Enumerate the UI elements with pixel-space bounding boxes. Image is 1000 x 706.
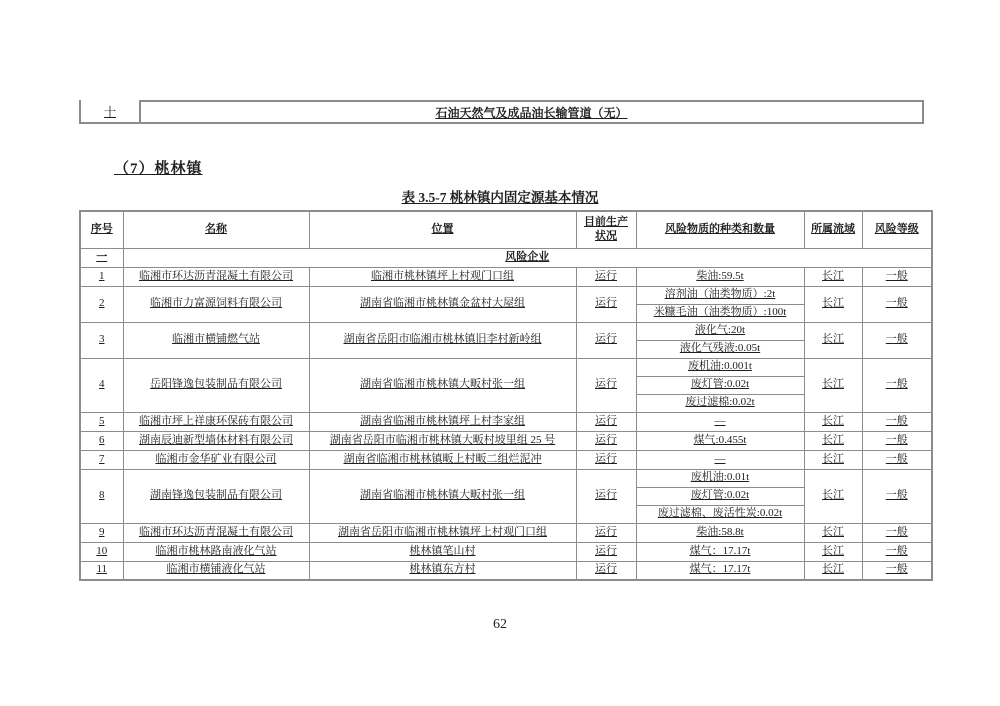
cell-basin: 长江 [804,358,862,412]
cell-status: 运行 [576,431,636,450]
table-row [80,322,932,340]
cell-level: 一般 [862,286,932,322]
table-row [80,267,932,286]
cell-level: 一般 [862,523,932,542]
cell-no: 11 [80,561,123,580]
table-row [80,542,932,561]
header-no: 序号 [80,211,123,248]
cell-basin: 长江 [804,431,862,450]
cell-location: 桃林镇笔山村 [309,542,576,561]
cell-substance: 废机油:0.001t [636,358,804,376]
cell-location: 湖南省临湘市桃林镇畈上村畈二组烂泥冲 [309,450,576,469]
cell-basin: 长江 [804,523,862,542]
cell-status: 运行 [576,561,636,580]
cell-substance: — [636,450,804,469]
header-status-line2: 状况 [595,229,617,242]
cell-location: 临湘市桃林镇坪上村观门口组 [309,267,576,286]
header-level: 风险等级 [862,211,932,248]
cell-name: 临湘市坪上祥康环保砖有限公司 [123,412,309,431]
header-basin: 所属流域 [804,211,862,248]
cell-no: 8 [80,469,123,523]
cell-location: 湖南省岳阳市临湘市桃林镇坪上村观门口组 [309,523,576,542]
cell-name: 临湘市环达沥青混凝土有限公司 [123,267,309,286]
cell-level: 一般 [862,431,932,450]
table-title: 表 3.5-7 桃林镇内固定源基本情况 [401,190,599,205]
cell-basin: 长江 [804,561,862,580]
cell-no: 7 [80,450,123,469]
cell-level: 一般 [862,358,932,412]
cell-level: 一般 [862,322,932,358]
cell-basin: 长江 [804,322,862,358]
fragment-index-cell: 十 [79,100,139,122]
category-label: 风险企业 [123,248,932,267]
cell-name: 湖南锋逸包装制品有限公司 [123,469,309,523]
cell-level: 一般 [862,469,932,523]
table-row [80,412,932,431]
cell-substance: 废灯管:0.02t [636,487,804,505]
cell-status: 运行 [576,523,636,542]
cell-substance: 液化气:20t [636,322,804,340]
table-row [80,358,932,376]
header-status-line1: 目前生产 [584,216,628,228]
cell-substance: 溶剂油（油类物质）:2t [636,286,804,304]
cell-name: 临湘市桃林路南液化气站 [123,542,309,561]
cell-level: 一般 [862,561,932,580]
cell-no: 1 [80,267,123,286]
fixed-sources-table [79,210,933,581]
table-row [80,286,932,304]
cell-basin: 长江 [804,542,862,561]
cell-name: 湖南辰迪新型墙体材料有限公司 [123,431,309,450]
header-name: 名称 [123,211,309,248]
cell-basin: 长江 [804,450,862,469]
cell-substance: 废过滤棉、废活性炭:0.02t [636,505,804,523]
cell-status: 运行 [576,267,636,286]
table-row [80,561,932,580]
cell-status: 运行 [576,358,636,412]
cell-substance: 米糠毛油（油类物质）:100t [636,304,804,322]
cell-name: 岳阳锋逸包装制品有限公司 [123,358,309,412]
cell-status: 运行 [576,450,636,469]
page-number: 62 [493,617,507,632]
header-status [576,211,636,248]
cell-basin: 长江 [804,469,862,523]
cell-location: 桃林镇东方村 [309,561,576,580]
cell-substance: 废机油:0.01t [636,469,804,487]
cell-name: 临湘市金华矿业有限公司 [123,450,309,469]
cell-basin: 长江 [804,267,862,286]
cell-level: 一般 [862,542,932,561]
table-row [80,469,932,487]
cell-name: 临湘市横铺液化气站 [123,561,309,580]
cell-substance: 柴油:59.5t [636,267,804,286]
cell-name: 临湘市力富源饲料有限公司 [123,286,309,322]
table-row [80,450,932,469]
cell-substance: 煤气：17.17t [636,542,804,561]
cell-level: 一般 [862,412,932,431]
cell-substance: 煤气:0.455t [636,431,804,450]
cell-no: 3 [80,322,123,358]
cell-location: 湖南省临湘市桃林镇大畈村张一组 [309,469,576,523]
cell-location: 湖南省临湘市桃林镇坪上村李家组 [309,412,576,431]
cell-no: 9 [80,523,123,542]
cell-level: 一般 [862,450,932,469]
cell-basin: 长江 [804,412,862,431]
cell-substance: — [636,412,804,431]
header-row [80,211,932,248]
header-location: 位置 [309,211,576,248]
cell-level: 一般 [862,267,932,286]
header-substances: 风险物质的种类和数量 [636,211,804,248]
cell-location: 湖南省岳阳市临湘市桃林镇大畈村坡里组 25 号 [309,431,576,450]
previous-table-fragment [79,100,924,124]
cell-status: 运行 [576,412,636,431]
cell-status: 运行 [576,469,636,523]
category-row [80,248,932,267]
cell-location: 湖南省临湘市桃林镇金盆村大屋组 [309,286,576,322]
cell-no: 10 [80,542,123,561]
cell-location: 湖南省临湘市桃林镇大畈村张一组 [309,358,576,412]
table-row [80,431,932,450]
cell-name: 临湘市横铺燃气站 [123,322,309,358]
cell-status: 运行 [576,542,636,561]
cell-basin: 长江 [804,286,862,322]
fragment-content-cell: 石油天然气及成品油长输管道（无） [139,100,924,122]
cell-no: 6 [80,431,123,450]
cell-substance: 柴油:58.8t [636,523,804,542]
cell-status: 运行 [576,322,636,358]
cell-name: 临湘市环达沥青混凝土有限公司 [123,523,309,542]
cell-substance: 液化气残液:0.05t [636,340,804,358]
cell-substance: 废灯管:0.02t [636,376,804,394]
cell-no: 2 [80,286,123,322]
cell-no: 5 [80,412,123,431]
cell-substance: 废过滤棉:0.02t [636,394,804,412]
cell-substance: 煤气：17.17t [636,561,804,580]
cell-no: 4 [80,358,123,412]
category-index: 一 [80,248,123,267]
table-row [80,523,932,542]
section-heading: （7）桃林镇 [114,161,203,177]
cell-status: 运行 [576,286,636,322]
cell-location: 湖南省岳阳市临湘市桃林镇旧李村新岭组 [309,322,576,358]
